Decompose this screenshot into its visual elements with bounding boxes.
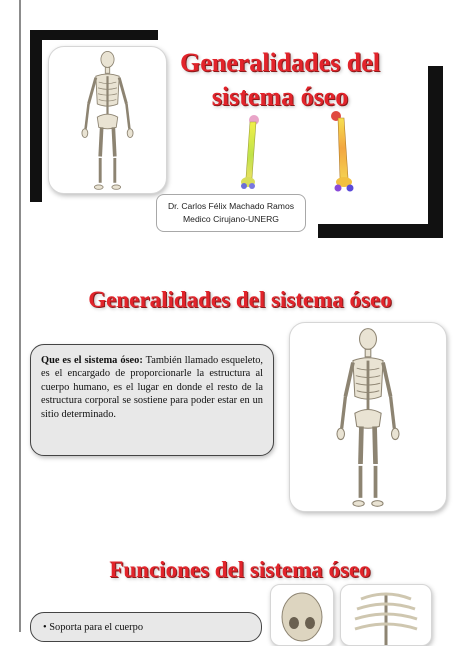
slide2-title: Generalidades del sistema óseo — [88, 287, 392, 312]
femur-icon-green — [232, 112, 262, 192]
left-divider-line — [19, 0, 21, 632]
skeleton-image-card-large — [289, 322, 447, 512]
ribcage-icon — [341, 585, 431, 645]
functions-list-box — [30, 612, 262, 642]
frame-bottom-right-horizontal — [318, 224, 443, 238]
ribcage-image-card — [340, 584, 432, 646]
skeleton-image-card — [48, 46, 167, 194]
definition-box — [30, 344, 274, 456]
author-name: Dr. Carlos Félix Machado Ramos — [167, 201, 295, 211]
frame-top-left-horizontal — [30, 30, 158, 40]
frame-top-left-vertical — [30, 30, 42, 202]
skeleton-icon — [49, 47, 166, 193]
skeleton-icon — [290, 323, 446, 511]
skull-icon — [271, 585, 333, 645]
slide1-title-line2: sistema óseo — [211, 82, 349, 111]
slide3-title: Funciones del sistema óseo — [109, 557, 371, 582]
definition-text: También llamado esqueleto, es el encargado de proporcionarle la estructura al cuerpo humano, es el lugar en donde el resto de la estructura corporal se sostiene para poder estar en un sitio determinado. — [41, 355, 263, 420]
list-item: Soporta para el cuerpo — [49, 622, 144, 633]
frame-bottom-right-vertical — [428, 66, 443, 238]
author-title: Medico Cirujano-UNERG — [183, 214, 279, 224]
author-box — [156, 194, 306, 232]
definition-term: Que es el sistema óseo: — [41, 355, 143, 366]
slide1-title-line1: Generalidades del — [179, 48, 381, 77]
femur-icon-orange — [326, 108, 362, 194]
list-bullet: • — [43, 622, 50, 633]
skull-image-card — [270, 584, 334, 646]
